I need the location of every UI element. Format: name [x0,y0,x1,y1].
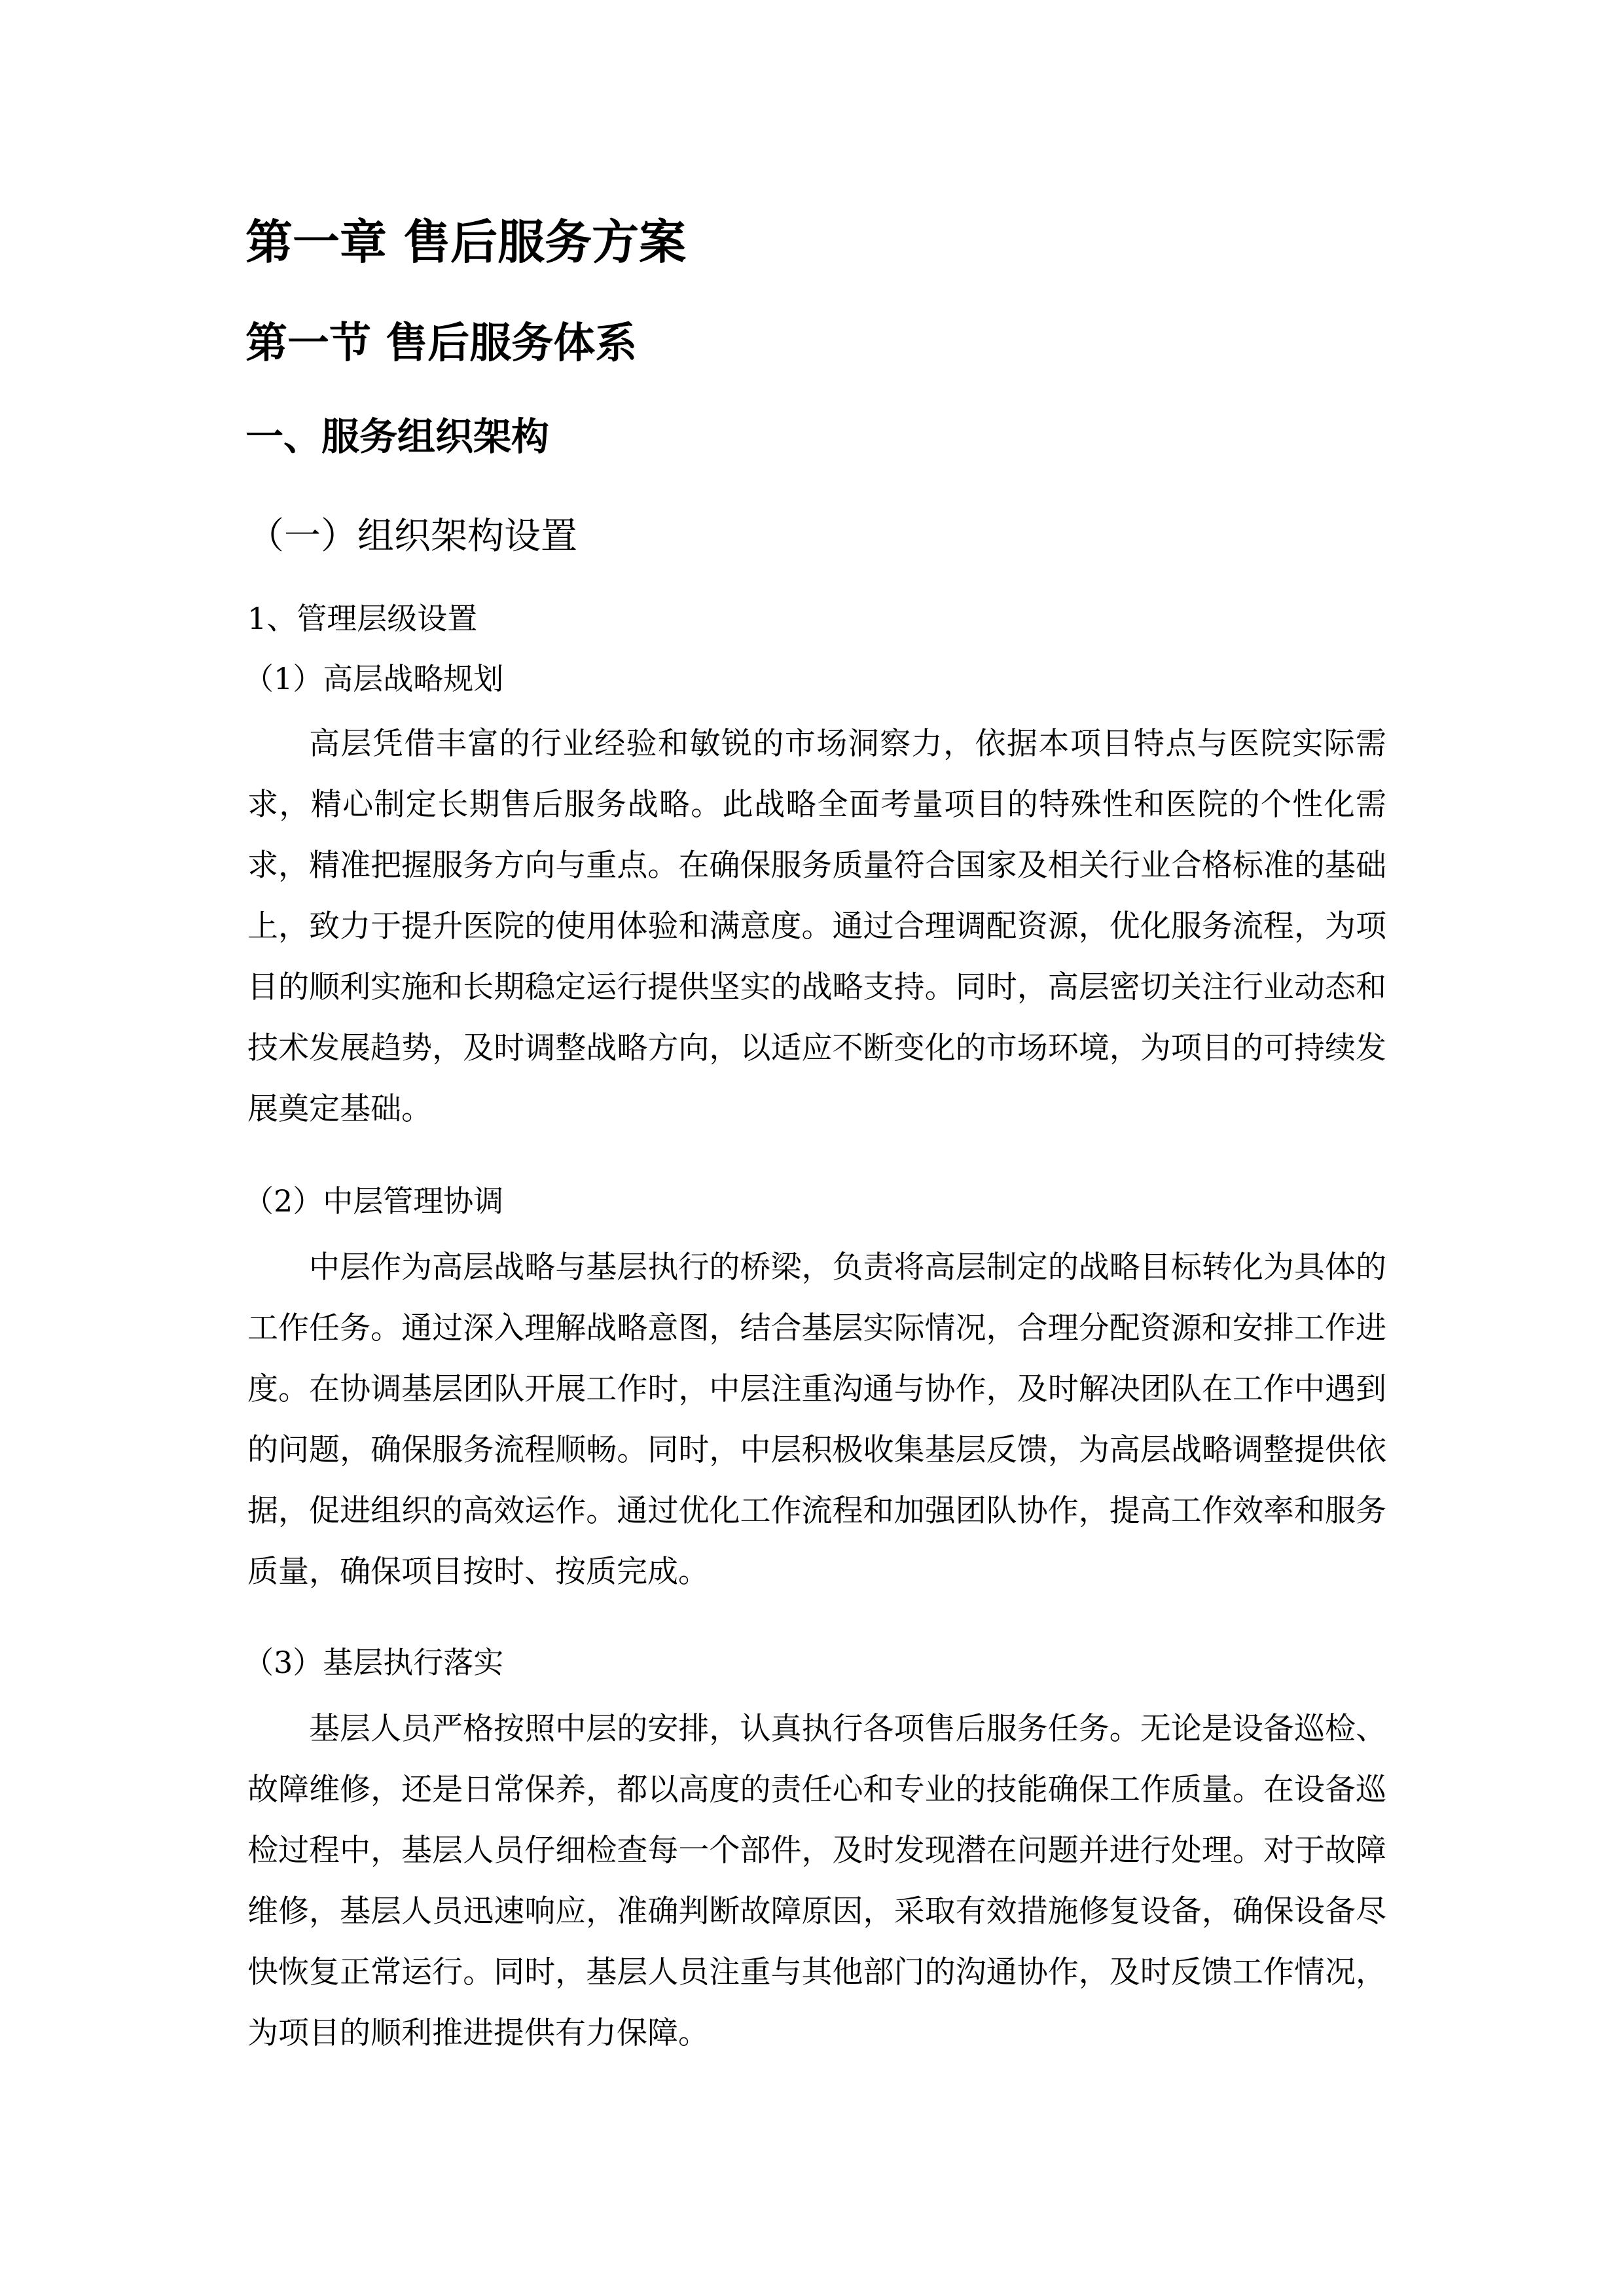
chapter-title: 第一章 售后服务方案 [245,215,687,270]
subsubsection-title: （一）组织架构设置 [247,515,577,558]
part-3-paragraph: 基层人员严格按照中层的安排，认真执行各项售后服务任务。无论是设备巡检、故障维修，还是日常保养，都以高度的责任心和专业的技能确保工作质量。在设备巡检过程中，基层人员仔细检查每一个部件，及时发现潜在问题并进行处理。对于故障维修，基层人员迅速响应，准确判断故障原因，采取有效措施修复设备，确保设备尽快恢复正常运行。同时，基层人员注重与其他部门的沟通协作，及时反馈工作情况，为项目的顺利推进提供有力保障。 [247,1711,1386,2051]
part-1-paragraph: 高层凭借丰富的行业经验和敏锐的市场洞察力，依据本项目特点与医院实际需求，精心制定长期售后服务战略。此战略全面考量项目的特殊性和医院的个性化需求，精准把握服务方向与重点。在确保服务质量符合国家及相关行业合格标准的基础上，致力于提升医院的使用体验和满意度。通过合理调配资源，优化服务流程，为项目的顺利实施和长期稳定运行提供坚实的战略支持。同时，高层密切关注行业动态和技术发展趋势，及时调整战略方向，以适应不断变化的市场环境，为项目的可持续发展奠定基础。 [247,726,1386,1127]
section-title: 第一节 售后服务体系 [245,319,638,368]
item-title: 1、管理层级设置 [247,601,478,636]
part-2-paragraph: 中层作为高层战略与基层执行的桥梁，负责将高层制定的战略目标转化为具体的工作任务。通过深入理解战略意图，结合基层实际情况，合理分配资源和安排工作进度。在协调基层团队开展工作时，中层注重沟通与协作，及时解决团队在工作中遇到的问题，确保服务流程顺畅。同时，中层积极收集基层反馈，为高层战略调整提供依据，促进组织的高效运作。通过优化工作流程和加强团队协作，提高工作效率和服务质量，确保项目按时、按质完成。 [247,1249,1386,1590]
part-1-heading: （1）高层战略规划 [244,661,504,696]
part-3-heading: （3）基层执行落实 [244,1645,504,1680]
subsection-title: 一、服务组织架构 [245,414,550,459]
part-2-heading: （2）中层管理协调 [244,1183,504,1219]
